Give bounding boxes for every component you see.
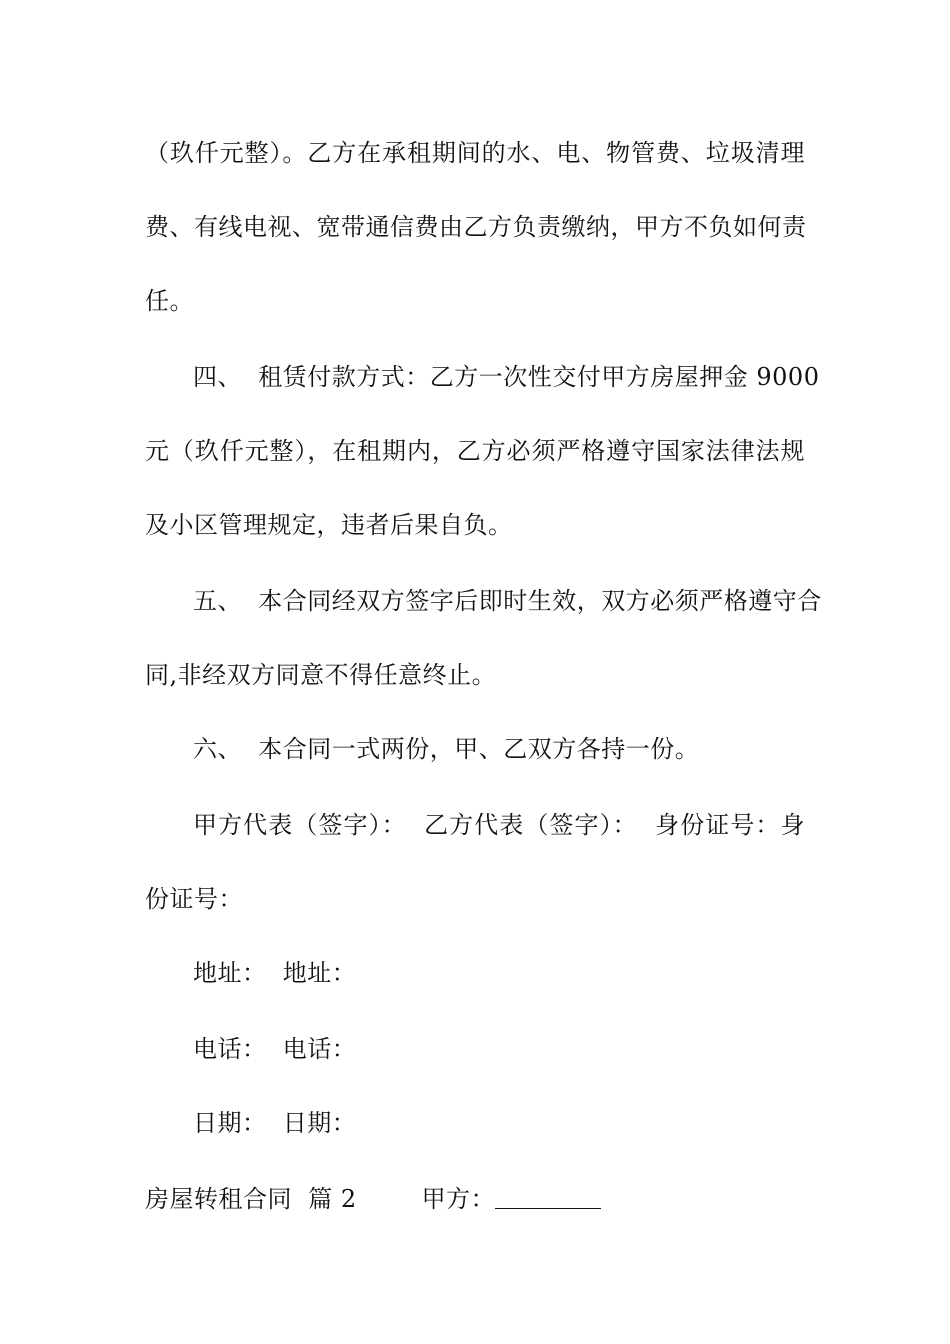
clause-six-line: 六、 本合同一式两份，甲、乙双方各持一份。 xyxy=(193,735,700,763)
paragraph-line: 份证号： xyxy=(145,885,243,913)
paragraph-line: 同,非经双方同意不得任意终止。 xyxy=(145,661,497,689)
paragraph-line: 任。 xyxy=(145,287,194,315)
party-a-blank xyxy=(495,1186,601,1209)
paragraph-line: 及小区管理规定，违者后果自负。 xyxy=(145,511,513,539)
clause-five-line: 五、 本合同经双方签字后即时生效，双方必须严格遵守合 xyxy=(193,587,822,615)
paragraph-line: 费、有线电视、宽带通信费由乙方负责缴纳，甲方不负如何责 xyxy=(145,213,807,241)
paragraph-line: 元（玖仟元整），在租期内，乙方必须严格遵守国家法律法规 xyxy=(145,437,805,465)
section-heading-line xyxy=(145,1184,601,1214)
phone-line: 电话： 电话： xyxy=(193,1035,357,1063)
clause-four-line: 四、 租赁付款方式：乙方一次性交付甲方房屋押金 9000 xyxy=(193,363,820,391)
date-line: 日期： 日期： xyxy=(193,1109,357,1137)
signature-line: 甲方代表（签字）： 乙方代表（签字）： 身份证号：身 xyxy=(193,811,805,839)
heading-text: 房屋转租合同 篇 2 甲方： xyxy=(145,1185,496,1213)
address-line: 地址： 地址： xyxy=(193,959,357,987)
paragraph-line: （玖仟元整）。乙方在承租期间的水、电、物管费、垃圾清理 xyxy=(145,139,805,167)
